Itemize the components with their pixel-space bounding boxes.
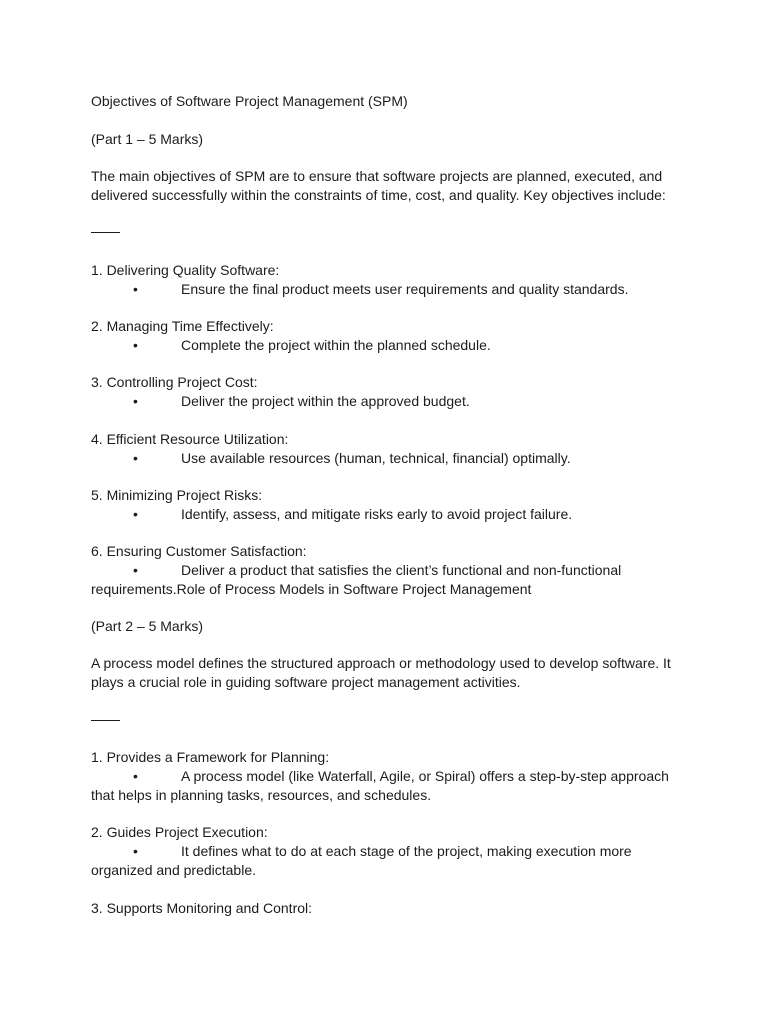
objective-bullet: Ensure the final product meets user requirements and quality standards. bbox=[181, 281, 629, 297]
part1-intro-line1: The main objectives of SPM are to ensure that software projects are planned, executed, and bbox=[91, 168, 663, 184]
bullet-glyph: • bbox=[133, 768, 138, 784]
part2-heading: (Part 2 – 5 Marks) bbox=[91, 618, 204, 634]
role-title: 3. Supports Monitoring and Control: bbox=[91, 900, 313, 916]
role-continuation: organized and predictable. bbox=[91, 862, 257, 878]
bullet-glyph: • bbox=[133, 843, 138, 859]
part1-heading: (Part 1 – 5 Marks) bbox=[91, 131, 204, 147]
bullet-glyph: • bbox=[133, 281, 138, 297]
role-bullet: It defines what to do at each stage of the project, making execution more bbox=[181, 843, 632, 859]
part2-intro-line2: plays a crucial role in guiding software project management activities. bbox=[91, 674, 521, 690]
bullet-glyph: • bbox=[133, 506, 138, 522]
section-divider bbox=[91, 720, 120, 721]
role-continuation: that helps in planning tasks, resources, and schedules. bbox=[91, 787, 432, 803]
role-title: 2. Guides Project Execution: bbox=[91, 824, 268, 840]
objective-title: 1. Delivering Quality Software: bbox=[91, 262, 280, 278]
objective-title: 2. Managing Time Effectively: bbox=[91, 318, 274, 334]
document-title: Objectives of Software Project Management (SPM) bbox=[91, 93, 408, 109]
role-title: 1. Provides a Framework for Planning: bbox=[91, 749, 330, 765]
bullet-glyph: • bbox=[133, 562, 138, 578]
bullet-glyph: • bbox=[133, 337, 138, 353]
objective-title: 4. Efficient Resource Utilization: bbox=[91, 431, 289, 447]
section-divider bbox=[91, 232, 120, 233]
objective-bullet: Use available resources (human, technical, financial) optimally. bbox=[181, 450, 571, 466]
objective-title: 3. Controlling Project Cost: bbox=[91, 374, 258, 390]
objective-bullet: Identify, assess, and mitigate risks early to avoid project failure. bbox=[181, 506, 573, 522]
objective-bullet: Deliver the project within the approved budget. bbox=[181, 393, 470, 409]
part1-intro-line2: delivered successfully within the constraints of time, cost, and quality. Key objectives include: bbox=[91, 187, 666, 203]
bullet-glyph: • bbox=[133, 393, 138, 409]
objective-title: 5. Minimizing Project Risks: bbox=[91, 487, 263, 503]
objective-title: 6. Ensuring Customer Satisfaction: bbox=[91, 543, 307, 559]
part2-intro-line1: A process model defines the structured approach or methodology used to develop software. It bbox=[91, 655, 671, 671]
role-bullet: A process model (like Waterfall, Agile, or Spiral) offers a step-by-step approach bbox=[181, 768, 669, 784]
objective-bullet: Complete the project within the planned schedule. bbox=[181, 337, 491, 353]
objective-continuation: requirements.Role of Process Models in Software Project Management bbox=[91, 581, 532, 597]
objective-bullet: Deliver a product that satisfies the client’s functional and non-functional bbox=[181, 562, 622, 578]
bullet-glyph: • bbox=[133, 450, 138, 466]
